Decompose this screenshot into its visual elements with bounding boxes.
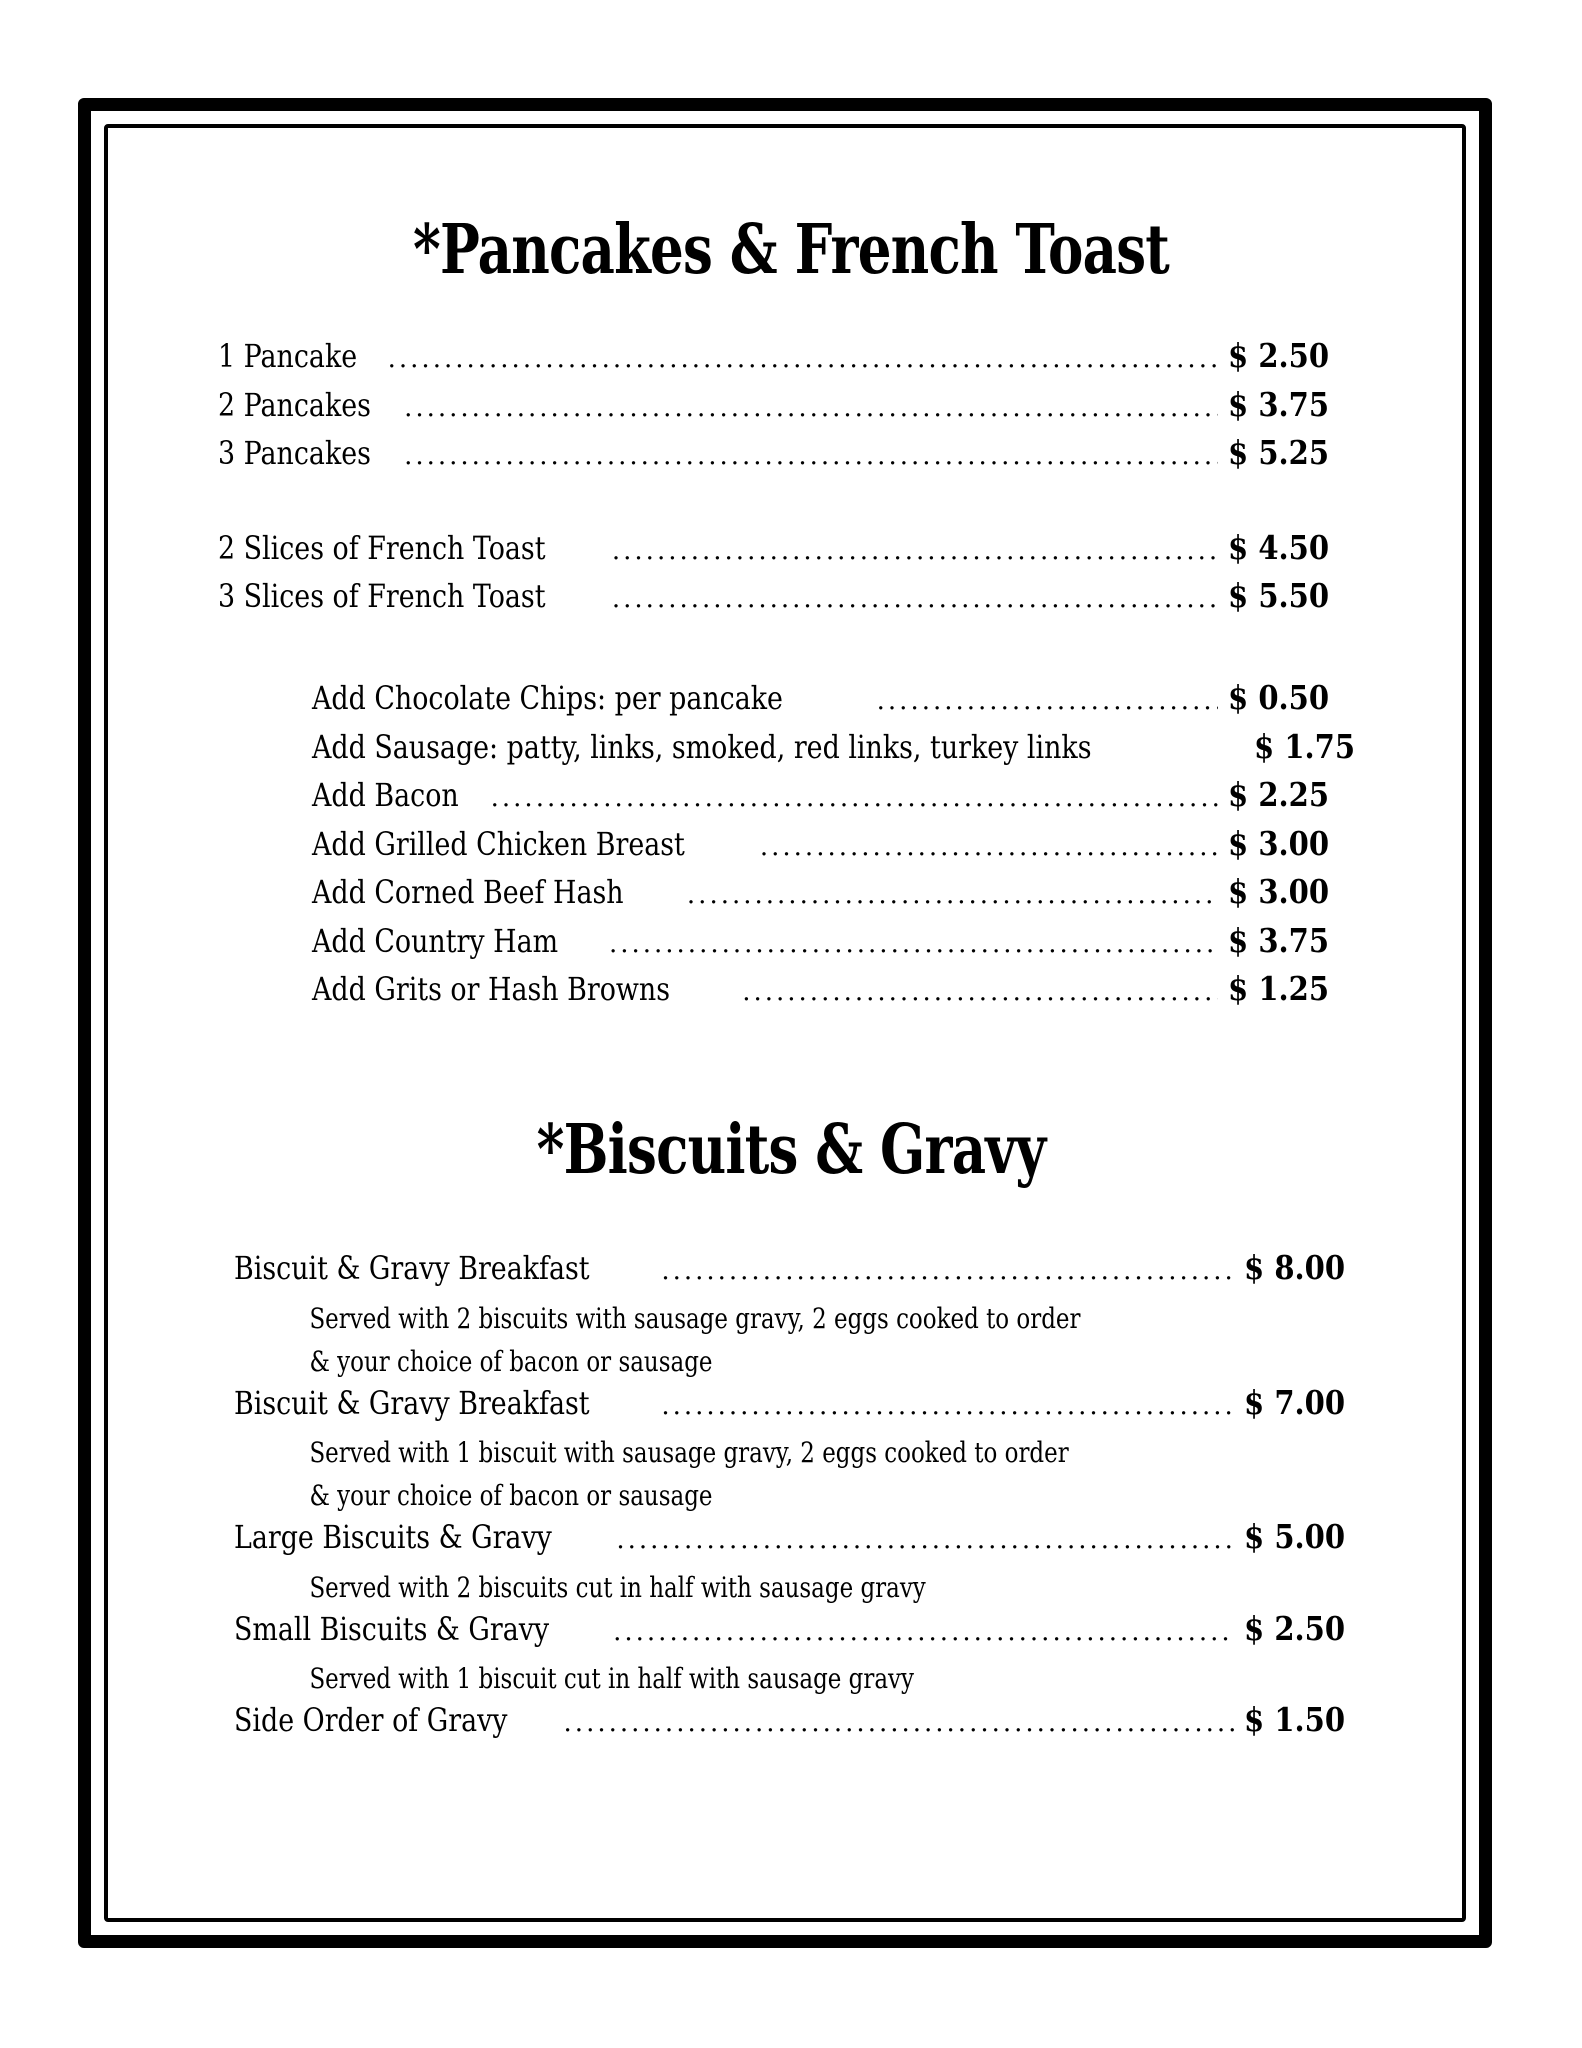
addon-item <box>312 921 1338 970</box>
section-title-pancakes: *Pancakes & French Toast <box>412 210 1170 290</box>
item-name: 1 Pancake <box>218 337 358 375</box>
leader-dots <box>661 1256 1234 1286</box>
leader-dots <box>687 880 1218 910</box>
addon-item <box>312 824 1338 873</box>
leader-dots <box>877 686 1218 716</box>
item-price: $ 5.50 <box>1228 576 1330 615</box>
leader-dots <box>612 584 1218 614</box>
item-price: $ 5.00 <box>1244 1517 1346 1556</box>
item-price: $ 5.25 <box>1228 433 1330 472</box>
leader-dots <box>661 1391 1234 1421</box>
addon-name: Add Corned Beef Hash <box>312 873 624 911</box>
leader-dots <box>612 536 1218 566</box>
item-description: Served with 1 biscuit with sausage gravy, 2 eggs cooked to order <box>309 1436 1069 1469</box>
biscuits-list <box>234 1248 1354 1749</box>
leader-dots <box>609 929 1218 959</box>
addon-item <box>312 775 1338 824</box>
leader-dots <box>616 1525 1234 1555</box>
menu-item <box>234 1383 1354 1432</box>
addon-name: Add Bacon <box>312 776 459 814</box>
item-description: Served with 2 biscuits cut in half with sausage gravy <box>309 1570 926 1604</box>
leader-dots <box>404 441 1218 471</box>
leader-dots <box>564 1708 1234 1738</box>
leader-dots <box>613 1617 1234 1647</box>
addon-item <box>312 678 1338 727</box>
item-description: Served with 2 biscuits with sausage gravy, 2 eggs cooked to order <box>309 1301 1081 1335</box>
addon-name: Add Chocolate Chips: per pancake <box>312 679 783 717</box>
leader-dots <box>491 783 1218 813</box>
addon-price: $ 3.00 <box>1228 872 1330 911</box>
leader-dots <box>404 393 1218 423</box>
spacer <box>218 482 1338 528</box>
item-description: & your choice of bacon or sausage <box>309 1479 713 1512</box>
item-price: $ 2.50 <box>1228 336 1330 375</box>
addon-item <box>312 969 1338 1018</box>
item-name: Side Order of Gravy <box>234 1701 508 1739</box>
item-price: $ 7.00 <box>1244 1382 1346 1422</box>
item-price: $ 4.50 <box>1228 527 1330 567</box>
item-description: & your choice of bacon or sausage <box>309 1344 713 1378</box>
addon-price: $ 3.00 <box>1228 823 1330 863</box>
item-name: Large Biscuits & Gravy <box>234 1518 552 1556</box>
addon-price: $ 2.25 <box>1228 775 1330 814</box>
leader-dots <box>388 344 1218 374</box>
item-name: 2 Slices of French Toast <box>218 528 546 567</box>
addon-price: $ 1.75 <box>1253 726 1356 766</box>
menu-item <box>218 433 1338 482</box>
addon-name: Add Sausage: patty, links, smoked, red links, turkey links <box>312 727 1092 766</box>
leader-dots <box>742 977 1218 1007</box>
menu-item <box>234 1248 1354 1297</box>
menu-item <box>234 1609 1354 1658</box>
menu-item <box>218 336 1338 385</box>
item-price: $ 3.75 <box>1228 384 1330 424</box>
item-name: Biscuit & Gravy Breakfast <box>234 1249 590 1287</box>
menu-item <box>218 576 1338 625</box>
item-price: $ 2.50 <box>1244 1608 1346 1648</box>
item-price: $ 1.50 <box>1244 1700 1346 1739</box>
item-name: Biscuit & Gravy Breakfast <box>234 1383 590 1422</box>
addons-list <box>312 678 1356 1018</box>
addon-name: Add Grilled Chicken Breast <box>312 824 685 863</box>
addon-price: $ 1.25 <box>1228 969 1330 1008</box>
addon-name: Add Country Ham <box>312 921 559 960</box>
item-name: 2 Pancakes <box>218 385 371 424</box>
section-title-biscuits: *Biscuits & Gravy <box>536 1110 1046 1190</box>
menu-item <box>234 1517 1354 1566</box>
addon-name: Add Grits or Hash Browns <box>312 970 671 1008</box>
item-name: 3 Pancakes <box>218 434 371 472</box>
addon-item <box>312 872 1338 921</box>
pancakes-list <box>218 336 1338 625</box>
item-description: Served with 1 biscuit cut in half with sausage gravy <box>309 1662 914 1695</box>
item-name: Small Biscuits & Gravy <box>234 1609 550 1648</box>
menu-item <box>218 528 1338 577</box>
menu-item <box>234 1700 1354 1749</box>
item-price: $ 8.00 <box>1244 1248 1346 1287</box>
addon-item <box>312 726 1356 776</box>
addon-price: $ 0.50 <box>1228 678 1330 717</box>
menu-item <box>218 385 1338 434</box>
leader-dots <box>760 832 1218 862</box>
addon-price: $ 3.75 <box>1228 920 1330 960</box>
item-name: 3 Slices of French Toast <box>218 577 546 615</box>
